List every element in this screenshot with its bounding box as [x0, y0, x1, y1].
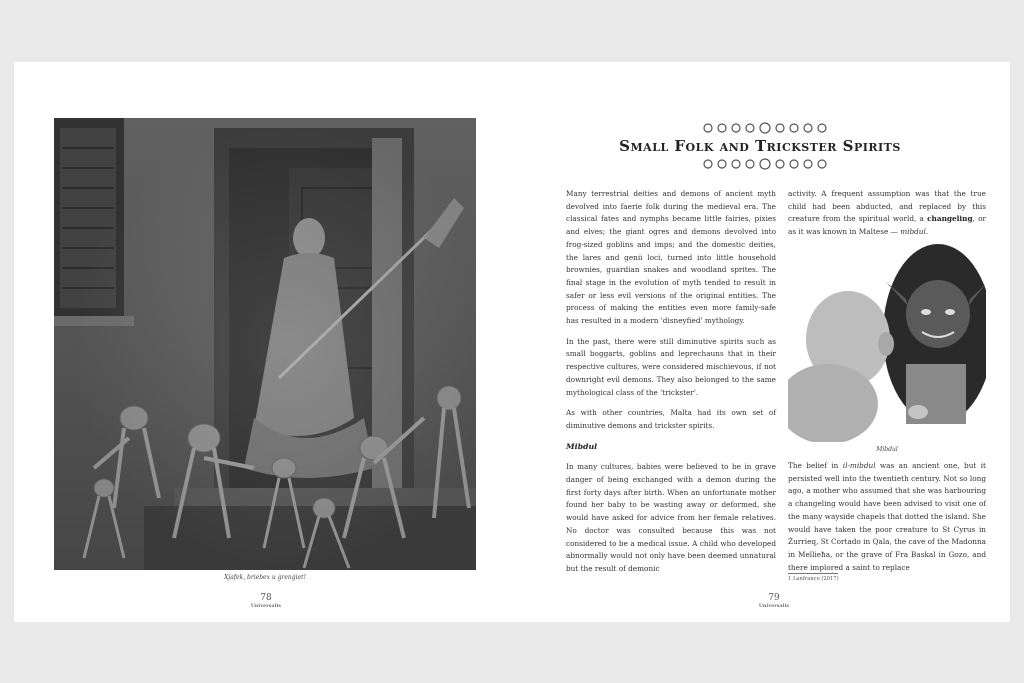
paragraph: As with other countries, Malta had its own set of diminutive demons and trickster spirits.: [566, 408, 776, 430]
page-number-left: 78: [260, 593, 272, 603]
paragraph: activity. A frequent assumption was that the true child had been abducted, and replaced by this creature from the spiritual world, a changeling, or as it was known in Maltese — mibdul.: [788, 189, 986, 237]
page-number-right: 79: [768, 593, 780, 603]
text-column-2: [788, 188, 986, 247]
paragraph: In the past, there were still diminutive spirits such as small boggarts, goblins and leprechauns that in their respective cultures, were considered mischievous, if not downright evil demons. They also belonged to the same mythological class of the 'trickster'.: [566, 336, 776, 397]
paragraph: The belief in il-mibdul was an ancient one, but it persisted well into the twentieth century. Not so long ago, a mother who assumed that she was harbouring a changeling would have been advised to visit one of the many wayside chapels that dotted the island. She would have taken the poor creature to St Cyrus in Żurrieq, St Cortado in Qala, the cave of the Madonna in Mellieħa, or the grave of Fra Baskal in Gozo, and there implored a saint to replace: [788, 461, 986, 572]
text-column-2-continued: [788, 460, 986, 582]
brand-left: Universalis: [250, 604, 282, 609]
ornament-bottom-icon: [700, 158, 830, 170]
goblin-illustration: [54, 118, 476, 570]
footnote-rule: [788, 573, 838, 574]
page-title: Small Folk and Trickster Spirits: [619, 137, 901, 155]
section-heading: Mibdul: [566, 441, 598, 451]
footnote: 1 Lanfranco (2017): [788, 576, 839, 582]
paragraph: Many terrestrial deities and demons of ancient myth devolved into faerie folk during the medieval era. The classical fates and nymphs became little fairies, pixies and elves; the giant ogres and demons devolved into frog-sized goblins and imps; and the domestic deities, the lares and genii loci, turned into little household brownies, guardian snakes and woodland sprites. The final stage in the evolution of myth tended to result in safer or less evil versions of the original entities. The process of making the entities even more family-safe has resulted in a modern 'disneyfied' mythology.: [566, 189, 776, 326]
mibdul-illustration: [788, 244, 986, 442]
ornament-top-icon: [700, 122, 830, 134]
mibdul-caption: Mibdul: [876, 446, 898, 453]
illustration-caption: Xjafek, briebex u ġrenġiet!: [224, 574, 306, 581]
paragraph: In many cultures, babies were believed to be in grave danger of being exchanged with a demon during the first forty days after birth. When an unfortunate mother found her baby to be wasting away or deformed, she would have asked for advice from her female relatives. No doctor was consulted because this was not considered to be a medical issue. A child who developed abnormally would not only have been deemed unnatural but the result of demonic: [566, 462, 776, 573]
brand-right: Universalis: [758, 604, 790, 609]
text-column-1: [566, 188, 776, 584]
